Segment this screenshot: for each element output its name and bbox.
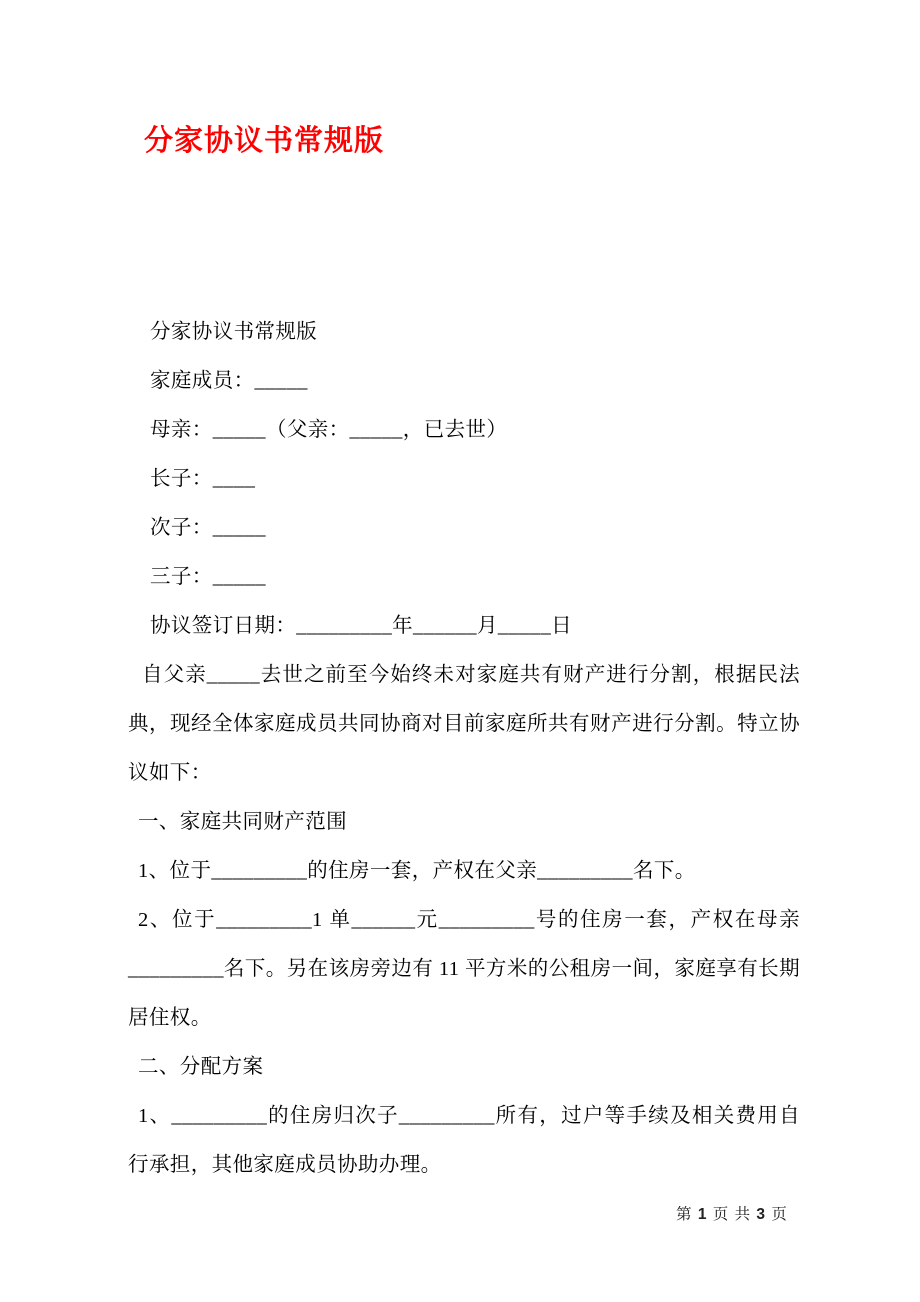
paragraph-preamble: 自父亲_____去世之前至今始终未对家庭共有财产进行分割，根据民法典，现经全体家庭成员共同协商对目前家庭所共有财产进行分割。特立协议如下：	[128, 664, 800, 784]
document-body	[128, 308, 800, 1190]
paragraph-family-members: 家庭成员：_____	[150, 370, 308, 392]
paragraph-section-1-title: 一、家庭共同财产范围	[138, 811, 347, 833]
page-footer	[676, 1202, 788, 1224]
paragraph-heading-line: 分家协议书常规版	[150, 321, 318, 343]
footer-prefix: 第	[676, 1206, 693, 1223]
paragraph-section-2-item-1: 1、_________的住房归次子_________所有，过户等手续及相关费用自行承担，其他家庭成员协助办理。	[128, 1105, 800, 1176]
paragraph-section-1-item-2: 2、位于_________1 单______元_________号的住房一套，产权在母亲_________名下。另在该房旁边有 11 平方米的公租房一间，家庭享有长期居住权。	[128, 909, 800, 1029]
paragraph-second-son: 次子：_____	[150, 517, 266, 539]
footer-middle: 页 共	[712, 1206, 752, 1223]
footer-current-page: 1	[697, 1206, 708, 1223]
paragraph-sign-date: 协议签订日期：_________年______月_____日	[150, 615, 572, 637]
paragraph-third-son: 三子：_____	[150, 566, 266, 588]
footer-total-pages: 3	[756, 1206, 767, 1223]
paragraph-section-1-item-1: 1、位于_________的住房一套，产权在父亲_________名下。	[138, 860, 696, 882]
footer-suffix: 页	[771, 1206, 788, 1223]
paragraph-section-2-title: 二、分配方案	[138, 1056, 264, 1078]
page-title: 分家协议书常规版	[144, 125, 385, 157]
paragraph-eldest-son: 长子：____	[150, 468, 256, 490]
paragraph-mother: 母亲：_____（父亲：_____，已去世）	[150, 419, 508, 441]
